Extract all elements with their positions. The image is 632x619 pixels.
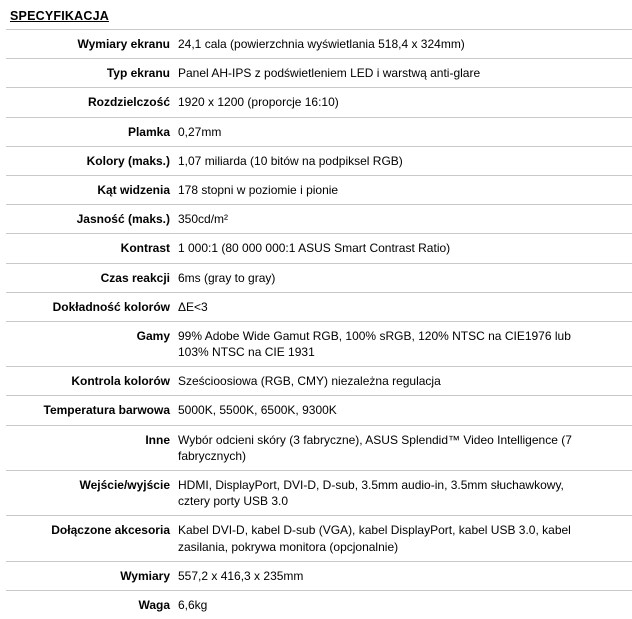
spec-value-line: 350cd/m² <box>178 211 632 227</box>
spec-value-line: cztery porty USB 3.0 <box>178 493 632 509</box>
spec-label: Inne <box>6 425 174 470</box>
spec-label: Kontrast <box>6 234 174 263</box>
spec-value <box>174 146 632 175</box>
table-row <box>6 263 632 292</box>
table-row <box>6 396 632 425</box>
spec-label: Dołączone akcesoria <box>6 516 174 561</box>
table-row <box>6 88 632 117</box>
spec-value-line: 5000K, 5500K, 6500K, 9300K <box>178 402 632 418</box>
table-row <box>6 146 632 175</box>
spec-value <box>174 88 632 117</box>
spec-value <box>174 175 632 204</box>
spec-value-line: 178 stopni w poziomie i pionie <box>178 182 632 198</box>
spec-value-line: 99% Adobe Wide Gamut RGB, 100% sRGB, 120% NTSC na CIE1976 lub <box>178 328 632 344</box>
spec-value <box>174 263 632 292</box>
section-title: SPECYFIKACJA <box>6 8 626 29</box>
spec-value <box>174 396 632 425</box>
table-row <box>6 205 632 234</box>
spec-label: Kolory (maks.) <box>6 146 174 175</box>
spec-value-line: 557,2 x 416,3 x 235mm <box>178 568 632 584</box>
spec-label: Kontrola kolorów <box>6 367 174 396</box>
table-row <box>6 471 632 516</box>
table-row <box>6 117 632 146</box>
spec-label: Typ ekranu <box>6 59 174 88</box>
spec-value-line: 1,07 miliarda (10 bitów na podpiksel RGB) <box>178 153 632 169</box>
spec-value <box>174 561 632 590</box>
spec-value-line: zasilania, pokrywa monitora (opcjonalnie) <box>178 539 632 555</box>
table-row <box>6 516 632 561</box>
spec-value-line: Panel AH-IPS z podświetleniem LED i warstwą anti-glare <box>178 65 632 81</box>
spec-label: Wymiary ekranu <box>6 30 174 59</box>
table-row <box>6 590 632 619</box>
spec-value <box>174 425 632 470</box>
spec-value-line: 24,1 cala (powierzchnia wyświetlania 518,4 x 324mm) <box>178 36 632 52</box>
spec-value-line: Kabel DVI-D, kabel D-sub (VGA), kabel DisplayPort, kabel USB 3.0, kabel <box>178 522 632 538</box>
table-row <box>6 234 632 263</box>
spec-label: Temperatura barwowa <box>6 396 174 425</box>
spec-value-line: 1920 x 1200 (proporcje 16:10) <box>178 94 632 110</box>
table-row <box>6 425 632 470</box>
spec-label: Waga <box>6 590 174 619</box>
spec-label: Dokładność kolorów <box>6 292 174 321</box>
spec-value <box>174 30 632 59</box>
spec-label: Czas reakcji <box>6 263 174 292</box>
spec-value-line: 103% NTSC na CIE 1931 <box>178 344 632 360</box>
spec-value <box>174 292 632 321</box>
spec-value <box>174 59 632 88</box>
spec-label: Wymiary <box>6 561 174 590</box>
spec-value <box>174 471 632 516</box>
spec-value-line: fabrycznych) <box>178 448 632 464</box>
specification-table <box>6 29 632 619</box>
spec-value-line: 1 000:1 (80 000 000:1 ASUS Smart Contrast Ratio) <box>178 240 632 256</box>
spec-value <box>174 321 632 366</box>
spec-value-line: 6ms (gray to gray) <box>178 270 632 286</box>
spec-value-line: 0,27mm <box>178 124 632 140</box>
table-row <box>6 321 632 366</box>
table-row <box>6 30 632 59</box>
spec-value-line: Sześcioosiowa (RGB, CMY) niezależna regulacja <box>178 373 632 389</box>
spec-value <box>174 205 632 234</box>
table-row <box>6 292 632 321</box>
spec-value <box>174 367 632 396</box>
spec-label: Rozdzielczość <box>6 88 174 117</box>
table-row <box>6 561 632 590</box>
spec-value <box>174 234 632 263</box>
spec-value-line: HDMI, DisplayPort, DVI-D, D-sub, 3.5mm audio-in, 3.5mm słuchawkowy, <box>178 477 632 493</box>
spec-label: Jasność (maks.) <box>6 205 174 234</box>
spec-value-line: ΔE<3 <box>178 299 632 315</box>
spec-value <box>174 590 632 619</box>
spec-label: Gamy <box>6 321 174 366</box>
spec-value-line: Wybór odcieni skóry (3 fabryczne), ASUS Splendid™ Video Intelligence (7 <box>178 432 632 448</box>
table-row <box>6 175 632 204</box>
spec-value-line: 6,6kg <box>178 597 632 613</box>
spec-label: Plamka <box>6 117 174 146</box>
spec-value <box>174 516 632 561</box>
table-row <box>6 367 632 396</box>
spec-label: Kąt widzenia <box>6 175 174 204</box>
spec-value <box>174 117 632 146</box>
specification-table-body <box>6 30 632 619</box>
spec-label: Wejście/wyjście <box>6 471 174 516</box>
table-row <box>6 59 632 88</box>
